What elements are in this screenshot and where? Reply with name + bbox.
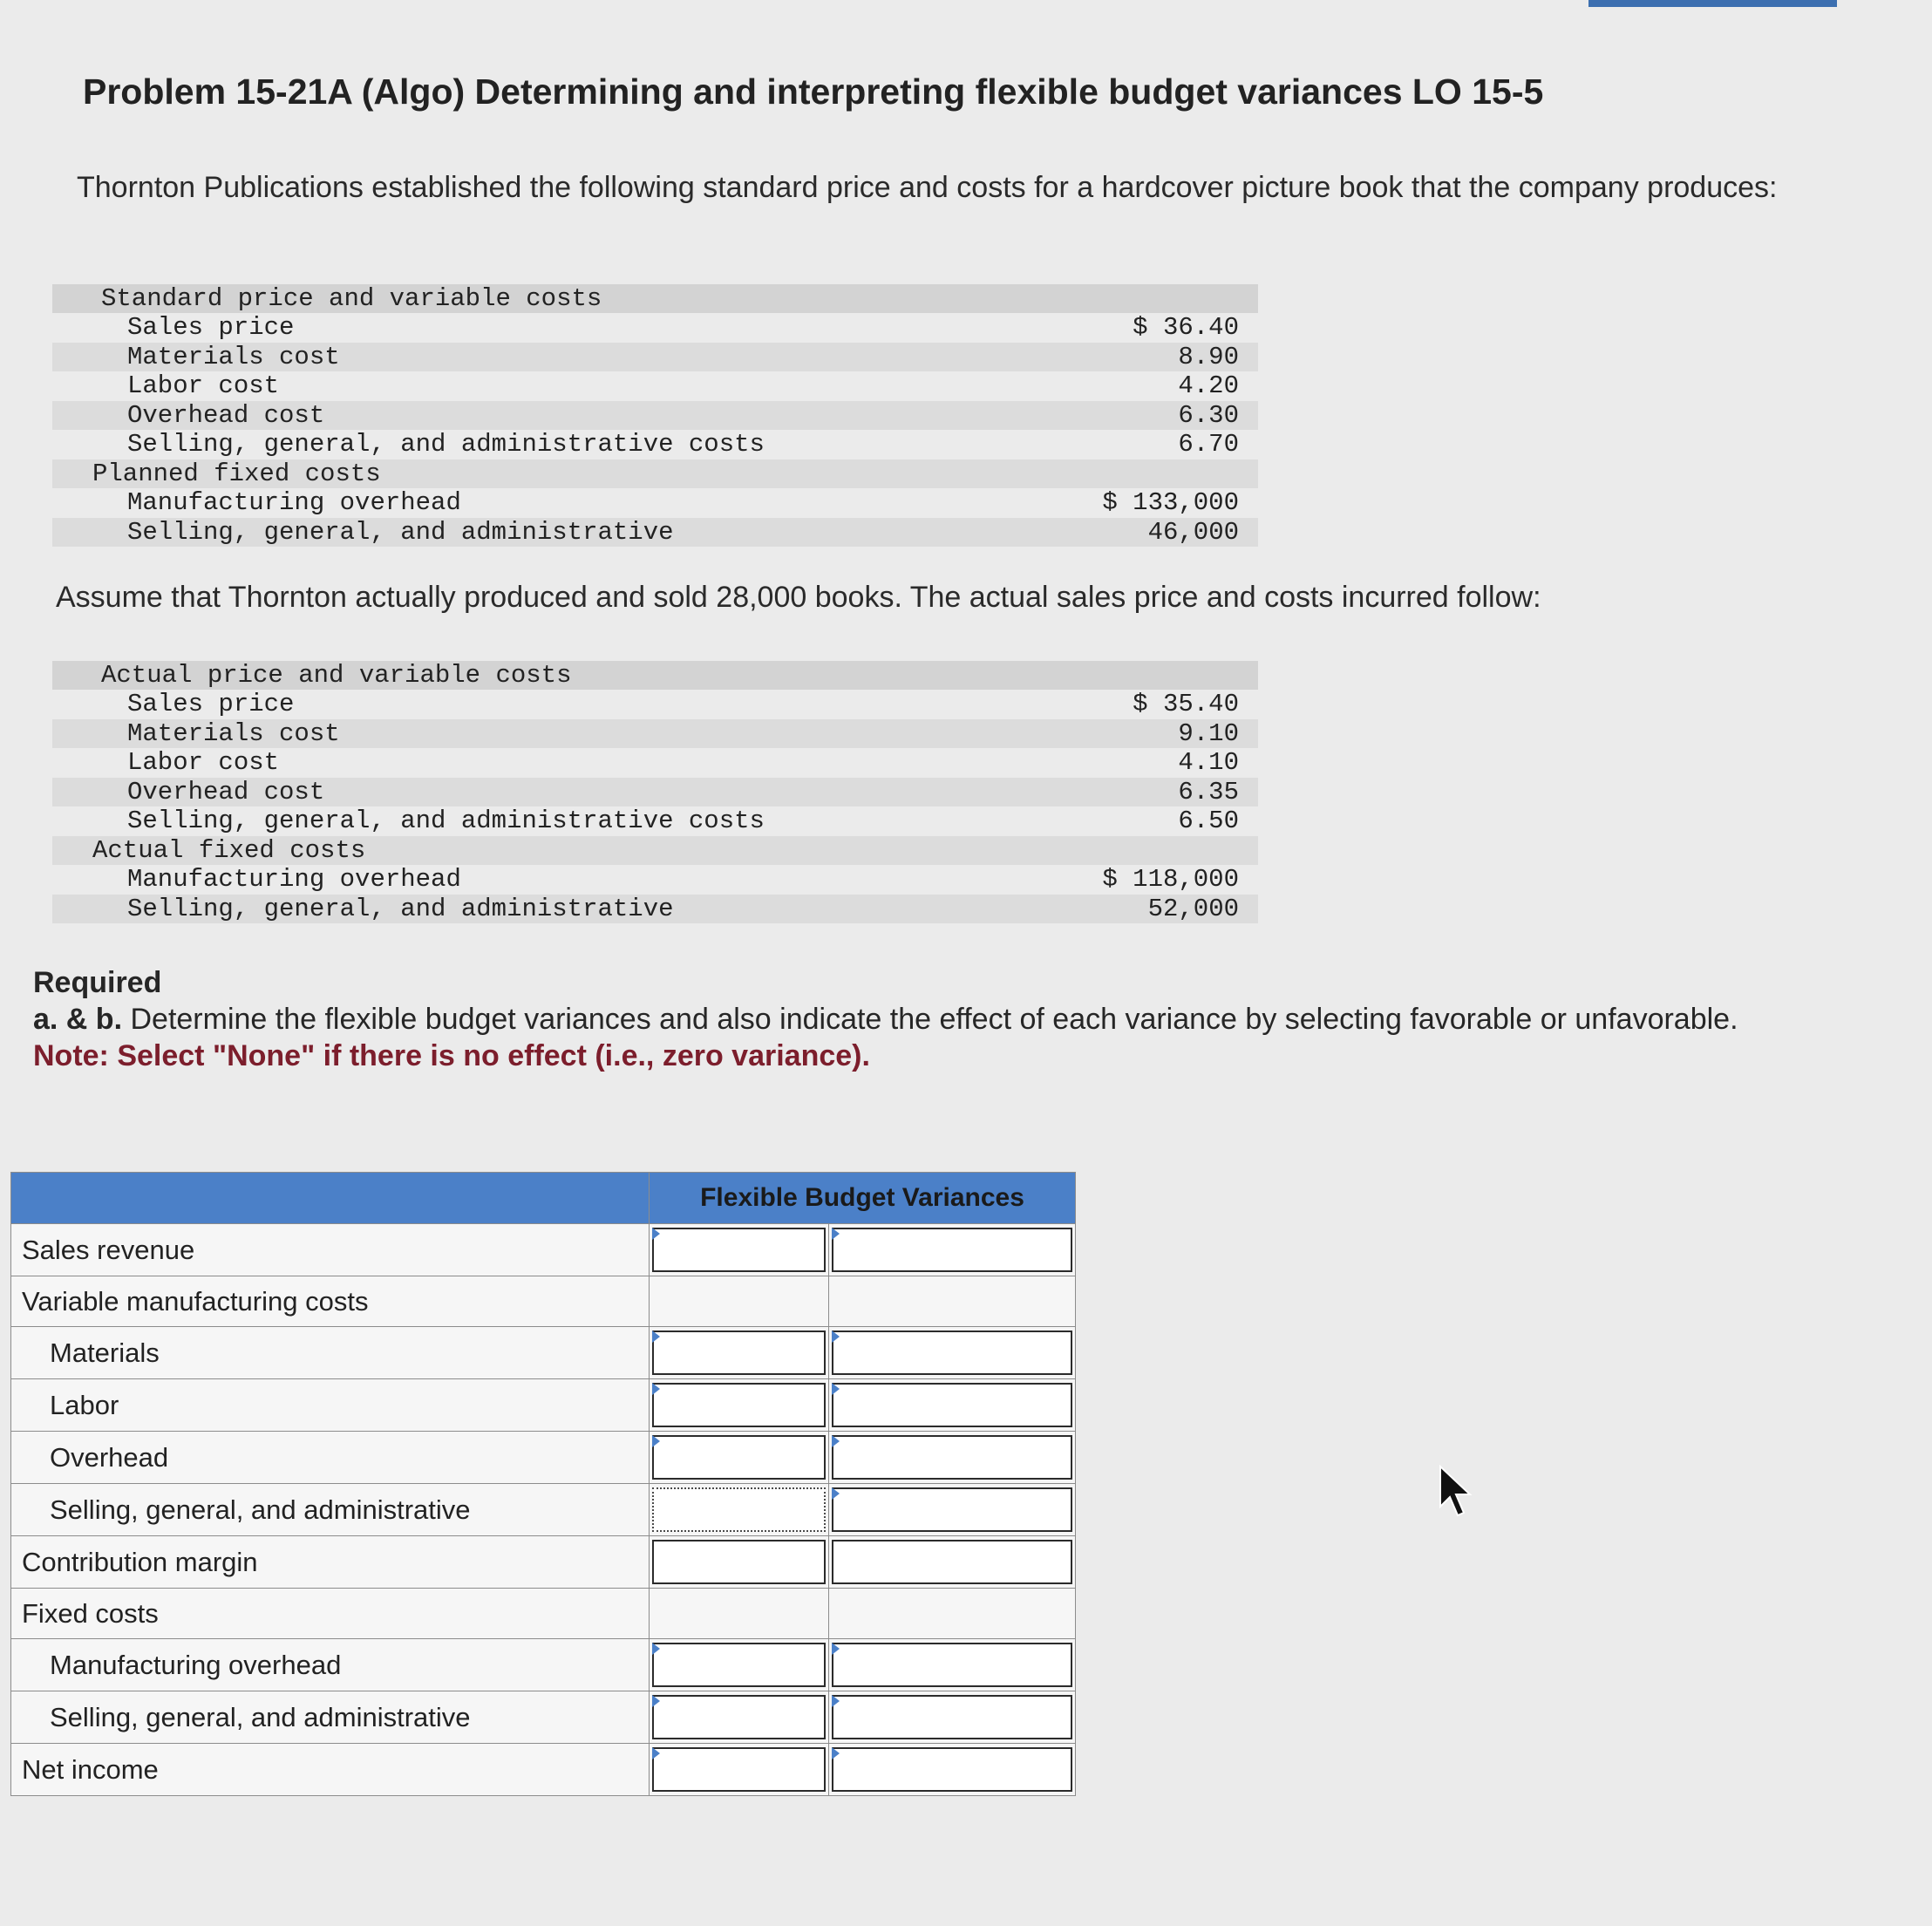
table-row <box>11 1224 1076 1276</box>
table-row <box>52 343 1258 372</box>
row-label: Overhead cost <box>127 777 325 806</box>
row-label: Selling, general, and administrative costs <box>127 806 765 835</box>
row-value: $ 118,000 <box>1102 865 1239 894</box>
row-value: $ 36.40 <box>1133 313 1239 342</box>
row-label: Variable manufacturing costs <box>11 1276 650 1327</box>
standard-costs-heading: Standard price and variable costs <box>52 284 1258 313</box>
empty-cell <box>829 1276 1076 1327</box>
variance-effect-select[interactable] <box>832 1747 1072 1792</box>
required-instruction-line <box>33 1001 1864 1038</box>
row-value: 46,000 <box>1147 517 1239 547</box>
required-section <box>33 964 1864 1074</box>
row-label: Fixed costs <box>11 1589 650 1639</box>
row-label: Selling, general, and administrative <box>127 894 674 923</box>
empty-cell <box>829 1589 1076 1639</box>
row-value: 4.20 <box>1178 371 1239 400</box>
row-label: Contribution margin <box>11 1536 650 1589</box>
mouse-pointer-icon <box>1437 1465 1475 1521</box>
row-label: Manufacturing overhead <box>127 488 461 517</box>
variance-amount-input[interactable] <box>652 1695 826 1739</box>
row-value: 4.10 <box>1178 748 1239 777</box>
table-row <box>52 430 1258 459</box>
row-value: 8.90 <box>1178 342 1239 371</box>
input-marker-icon <box>652 1695 660 1707</box>
row-value: 52,000 <box>1147 894 1239 923</box>
row-label: Sales price <box>127 313 295 342</box>
problem-title: Problem 15-21A (Algo) Determining and interpreting flexible budget variances LO 15-5 <box>83 71 1544 112</box>
row-label: Labor cost <box>127 371 280 400</box>
row-label: Labor <box>11 1379 650 1432</box>
top-accent-bar <box>1588 0 1837 7</box>
row-label: Manufacturing overhead <box>11 1639 650 1691</box>
variance-amount-input[interactable] <box>652 1435 826 1480</box>
variance-amount-input[interactable] <box>652 1643 826 1687</box>
actual-costs-heading: Actual price and variable costs <box>52 661 1258 690</box>
row-value: 6.70 <box>1178 430 1239 459</box>
table-row <box>11 1744 1076 1796</box>
table-row <box>11 1327 1076 1379</box>
standard-costs-table <box>52 284 1258 547</box>
table-row <box>52 459 1258 489</box>
row-label: Selling, general, and administrative costs <box>127 430 765 459</box>
table-row <box>11 1432 1076 1484</box>
table-row <box>52 748 1258 778</box>
row-label: Manufacturing overhead <box>127 865 461 894</box>
input-marker-icon <box>832 1228 840 1240</box>
flexible-budget-variances-header: Flexible Budget Variances <box>650 1173 1076 1224</box>
row-label: Materials cost <box>127 718 340 748</box>
table-row <box>52 401 1258 431</box>
variance-effect-select[interactable] <box>832 1383 1072 1427</box>
part-label: a. & b. <box>33 1003 123 1036</box>
input-marker-icon <box>652 1643 660 1655</box>
header-blank-cell <box>11 1173 650 1224</box>
input-marker-icon <box>832 1487 840 1500</box>
variance-amount-input[interactable] <box>652 1383 826 1427</box>
variance-effect-select[interactable] <box>832 1331 1072 1375</box>
row-label: Sales revenue <box>11 1224 650 1276</box>
table-row <box>52 778 1258 807</box>
variance-effect-select[interactable] <box>832 1228 1072 1272</box>
input-marker-icon <box>832 1331 840 1343</box>
row-label: Selling, general, and administrative <box>11 1691 650 1744</box>
table-row <box>52 895 1258 924</box>
table-row <box>52 313 1258 343</box>
empty-cell <box>650 1276 829 1327</box>
input-marker-icon <box>652 1228 660 1240</box>
input-marker-icon <box>832 1747 840 1759</box>
variance-effect-select[interactable] <box>832 1435 1072 1480</box>
row-label: Net income <box>11 1744 650 1796</box>
required-heading: Required <box>33 966 162 999</box>
row-label: Labor cost <box>127 748 280 777</box>
variance-effect-select[interactable] <box>832 1643 1072 1687</box>
table-row <box>11 1276 1076 1327</box>
fixed-costs-heading: Planned fixed costs <box>92 459 381 488</box>
input-marker-icon <box>832 1435 840 1447</box>
table-row <box>52 690 1258 719</box>
row-value: 6.30 <box>1178 400 1239 430</box>
input-marker-icon <box>652 1747 660 1759</box>
input-marker-icon <box>832 1695 840 1707</box>
row-label: Materials <box>11 1327 650 1379</box>
variance-amount-input-focused[interactable] <box>652 1487 826 1532</box>
input-marker-icon <box>652 1383 660 1395</box>
table-row <box>52 836 1258 866</box>
assume-text: Assume that Thornton actually produced and sold 28,000 books. The actual sales price and costs incurred follow: <box>56 581 1541 614</box>
row-label: Sales price <box>127 690 295 718</box>
input-marker-icon <box>652 1331 660 1343</box>
row-label: Selling, general, and administrative <box>127 517 674 547</box>
table-row <box>11 1536 1076 1589</box>
table-row <box>52 865 1258 895</box>
row-label: Materials cost <box>127 342 340 371</box>
table-row <box>52 806 1258 836</box>
intro-text: Thornton Publications established the following standard price and costs for a hardcover picture book that the company produces: <box>77 171 1778 204</box>
table-row <box>52 719 1258 749</box>
flexible-budget-variance-table <box>10 1172 1076 1796</box>
row-value: $ 35.40 <box>1133 690 1239 718</box>
variance-amount-input[interactable] <box>652 1540 826 1584</box>
table-row <box>52 371 1258 401</box>
fixed-costs-heading: Actual fixed costs <box>92 835 366 865</box>
table-header-row <box>11 1173 1076 1224</box>
variance-effect-select[interactable] <box>832 1540 1072 1584</box>
variance-amount-input[interactable] <box>652 1331 826 1375</box>
variance-effect-select[interactable] <box>832 1695 1072 1739</box>
input-marker-icon <box>652 1435 660 1447</box>
row-value: 9.10 <box>1178 718 1239 748</box>
table-row <box>11 1484 1076 1536</box>
row-label: Overhead <box>11 1432 650 1484</box>
variance-effect-select[interactable] <box>832 1487 1072 1532</box>
table-row <box>52 518 1258 548</box>
table-row <box>11 1589 1076 1639</box>
row-label: Selling, general, and administrative <box>11 1484 650 1536</box>
required-note: Note: Select "None" if there is no effect (i.e., zero variance). <box>33 1039 870 1072</box>
input-marker-icon <box>832 1643 840 1655</box>
required-instruction: Determine the flexible budget variances and also indicate the effect of each variance by selecting favorable or unfavorable. <box>122 1003 1738 1036</box>
table-row <box>11 1691 1076 1744</box>
row-value: 6.50 <box>1178 806 1239 835</box>
row-value: $ 133,000 <box>1102 488 1239 517</box>
variance-amount-input[interactable] <box>652 1747 826 1792</box>
row-value: 6.35 <box>1178 777 1239 806</box>
actual-costs-table <box>52 661 1258 923</box>
variance-amount-input[interactable] <box>652 1228 826 1272</box>
table-row <box>11 1639 1076 1691</box>
input-marker-icon <box>832 1383 840 1395</box>
empty-cell <box>650 1589 829 1639</box>
table-row <box>11 1379 1076 1432</box>
row-label: Overhead cost <box>127 400 325 430</box>
table-row <box>52 488 1258 518</box>
